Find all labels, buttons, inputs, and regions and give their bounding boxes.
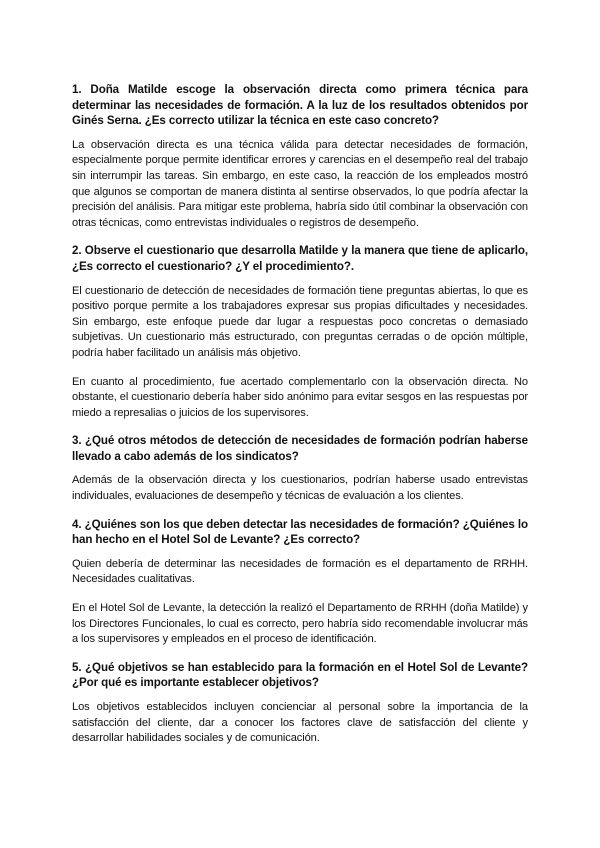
question-1: 1. Doña Matilde escoge la observación directa como primera técnica para determinar las necesidades de formación. A la luz de los resultados obtenidos por Ginés Serna. ¿Es correcto utilizar la técnica en este caso concreto? [72,83,528,128]
section-1 [72,82,528,231]
answer-2-paragraph-1: El cuestionario de detección de necesidades de formación tiene preguntas abiertas, lo que es positivo porque permite a los trabajadores expresar sus propias dificultades y necesidades. Sin embargo, este enfoque puede dar lugar a respuestas poco concretas o demasiado subjetivas. Un cuestionario más estructurado, con preguntas cerradas o de opción múltiple, podría haber facilitado un análisis más objetivo. [72,284,528,359]
document-body [72,82,528,759]
section-3 [72,433,528,504]
answer-4-paragraph-1: Quien debería de determinar las necesidades de formación es el departamento de RRHH. Necesidades cualitativas. [72,557,528,586]
section-4 [72,517,528,648]
question-4: 4. ¿Quiénes son los que deben detectar las necesidades de formación? ¿Quiénes lo han hecho en el Hotel Sol de Levante? ¿Es correcto? [72,517,528,547]
answer-1-paragraph-1: La observación directa es una técnica válida para detectar necesidades de formación, especialmente porque permite identificar errores y carencias en el desempeño real del trabajo sin interrumpir las tareas. Sin embargo, en este caso, la reacción de los empleados mostró que algunos se comportan de manera distinta al sentirse observados, lo que podría afectar la precisión del análisis. Para mitigar este problema, habría sido útil combinar la observación con otras técnicas, como entrevistas individuales o registros de desempeño. [72,138,528,229]
answer-4-paragraph-2: En el Hotel Sol de Levante, la detección la realizó el Departamento de RRHH (doña Matilde) y los Directores Funcionales, lo cual es correcto, pero habría sido recomendable involucrar más a los supervisores y empleados en el proceso de identificación. [72,602,528,646]
answer-5-paragraph-1: Los objetivos establecidos incluyen concienciar al personal sobre la importancia de la satisfacción del cliente, dar a conocer los factores clave de satisfacción del cliente y desarrollar habilidades sociales y de comunicación. [72,701,528,745]
answer-3-paragraph-1: Además de la observación directa y los cuestionarios, podrían haberse usado entrevistas individuales, evaluaciones de desempeño y técnicas de evaluación a los clientes. [72,474,528,503]
section-2 [72,243,528,421]
answer-2-paragraph-2: En cuanto al procedimiento, fue acertado complementarlo con la observación directa. No obstante, el cuestionario debería haber sido anónimo para evitar sesgos en las respuestas por miedo a represalias o juicios de los supervisores. [72,375,528,419]
question-5: 5. ¿Qué objetivos se han establecido para la formación en el Hotel Sol de Levante? ¿Por qué es importante establecer objetivos? [72,660,528,690]
question-3: 3. ¿Qué otros métodos de detección de necesidades de formación podrían haberse llevado a cabo además de los sindicatos? [72,434,528,463]
question-2: 2. Observe el cuestionario que desarrolla Matilde y la manera que tiene de aplicarlo, ¿Es correcto el cuestionario? ¿Y el procedimiento?. [72,244,528,273]
section-5 [72,660,528,747]
